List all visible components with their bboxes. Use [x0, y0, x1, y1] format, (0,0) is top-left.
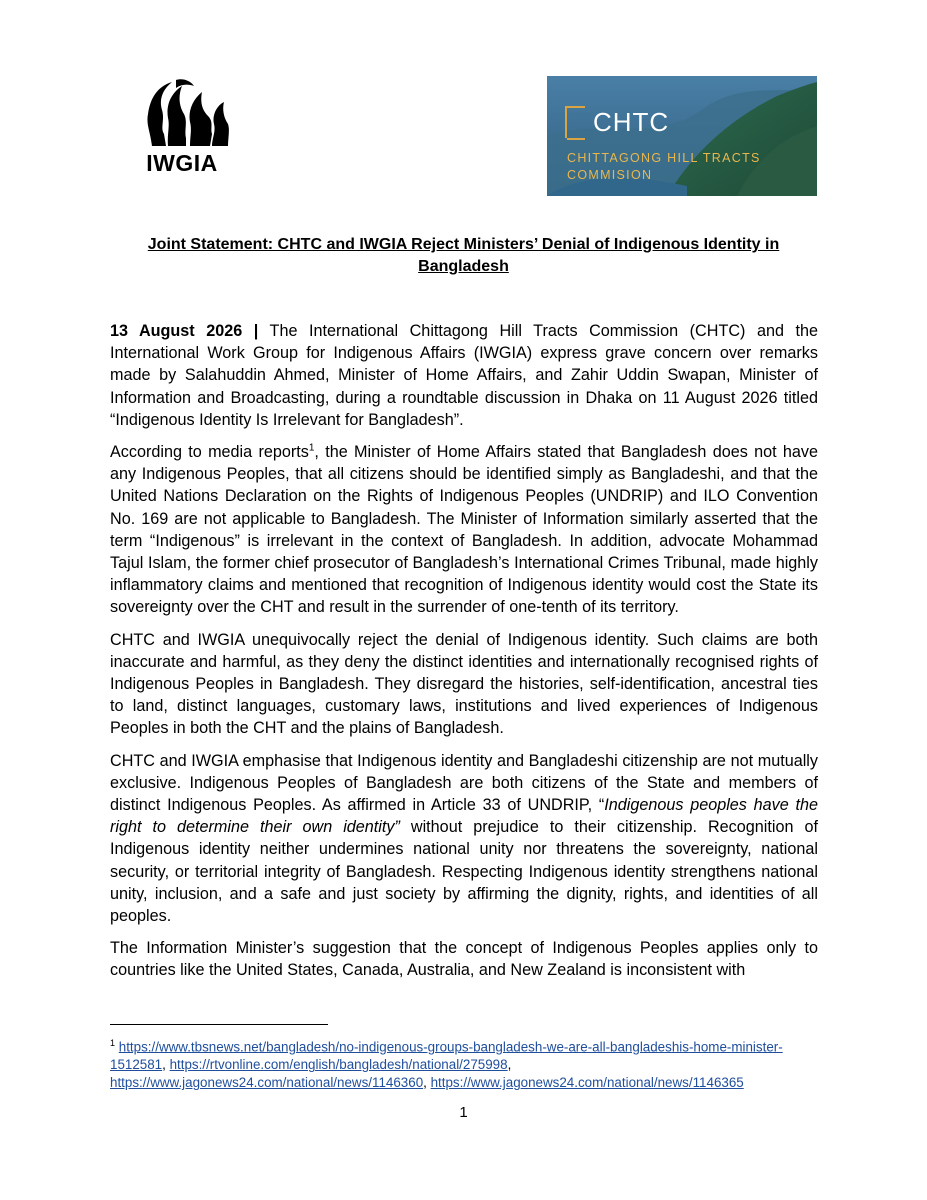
chtc-acronym: CHTC [565, 106, 677, 138]
undrip-quote: Indigenous peoples have the right to determine their own identity” [110, 796, 818, 837]
paragraph-1 [110, 320, 818, 431]
paragraph-5: The Information Minister’s suggestion that the concept of Indigenous Peoples applies only to countries like the United States, Canada, Australia, and New Zealand is inconsistent with [110, 939, 818, 980]
chtc-name-line1: CHITTAGONG HILL TRACTS [567, 151, 761, 165]
paragraph-1-text: The International Chittagong Hill Tracts Commission (CHTC) and the International Work Group for Indigenous Affairs (IWGIA) express grave concern over remarks made by Salahuddin Ahmed, Minister of Home Affairs, and Zahir Uddin Swapan, Minister of Information and Broadcasting, during a roundtable discussion in Dhaka on 11 August 2026 titled “Indigenous Identity Is Irrelevant for Bangladesh”. [110, 322, 818, 429]
document-title: Joint Statement: CHTC and IWGIA Reject Ministers’ Denial of Indigenous Identity in Bangladesh [147, 236, 780, 275]
footnote-link-1[interactable]: https://www.tbsnews.net/bangladesh/no-indigenous-groups-bangladesh-we-are-all-bangladeshis-home-minister-1512581 [110, 1039, 783, 1073]
paragraph-4-after: without prejudice to their citizenship. Recognition of Indigenous identity neither undermines national unity nor threatens the sovereignty, national security, or territorial integrity of Bangladesh. Respecting Indigenous identity strengthens national unity, inclusion, and a safe and just society by affirming the dignity, rights, and identities of all peoples. [110, 818, 818, 926]
footnote-link-4[interactable]: https://www.jagonews24.com/national/news/1146365 [430, 1075, 744, 1091]
footnote-rule [110, 1024, 328, 1025]
page-number: 1 [459, 1104, 468, 1121]
document-body [110, 320, 818, 992]
footnote-separator: , [507, 1057, 512, 1073]
paragraph-2-text: , the Minister of Home Affairs stated that Bangladesh does not have any Indigenous Peoples, that all citizens should be identified simply as Bangladeshi, and that the United Nations Declaration on the Rights of Indigenous Peoples (UNDRIP) and ILO Convention No. 169 are not applicable to Bangladesh. The Minister of Information similarly asserted that the term “Indigenous” is irrelevant in the context of Bangladesh. In addition, advocate Mohammad Tajul Islam, the former chief prosecutor of Bangladesh’s International Crimes Tribunal, made highly inflammatory claims and mentioned that recognition of Indigenous identity would cost the State its sovereignty over the CHT and result in the surrender of one-tenth of its territory. [110, 443, 818, 617]
dateline: 13 August 2026 | [110, 322, 259, 340]
footnote-link-2[interactable]: https://rtvonline.com/english/bangladesh/national/275998 [169, 1057, 508, 1073]
chtc-logo [547, 76, 817, 196]
footnote [110, 1034, 820, 1092]
chtc-name-line2: COMMISION [567, 168, 653, 182]
iwgia-wordmark: IWGIA [146, 150, 218, 176]
footnote-link-3[interactable]: https://www.jagonews24.com/national/news/1146360 [110, 1075, 424, 1091]
iwgia-logo [132, 76, 232, 180]
paragraph-2 [110, 441, 818, 619]
iwgia-faces-icon [132, 76, 232, 148]
paragraph-4 [110, 750, 818, 928]
footnote-number: 1 [110, 1038, 116, 1048]
footnote-ref[interactable]: 1 [308, 442, 315, 454]
footnote-separator: , [162, 1057, 170, 1073]
footnote-separator: , [423, 1075, 431, 1091]
paragraph-3: CHTC and IWGIA unequivocally reject the denial of Indigenous identity. Such claims are both inaccurate and harmful, as they deny the distinct identities and internationally recognised rights of Indigenous Peoples in Bangladesh. They disregard the histories, self-identification, ancestral ties to land, distinct languages, customary laws, institutions and lived experiences of Indigenous Peoples in both the CHT and the plains of Bangladesh. [110, 630, 818, 738]
paragraph-4-before: CHTC and IWGIA emphasise that Indigenous identity and Bangladeshi citizenship are not mutually exclusive. Indigenous Peoples of Bangladesh are both citizens of the State and members of distinct Indigenous Peoples. As affirmed in Article 33 of UNDRIP, “ [110, 751, 818, 815]
paragraph-2-lead: According to media reports [110, 443, 309, 462]
